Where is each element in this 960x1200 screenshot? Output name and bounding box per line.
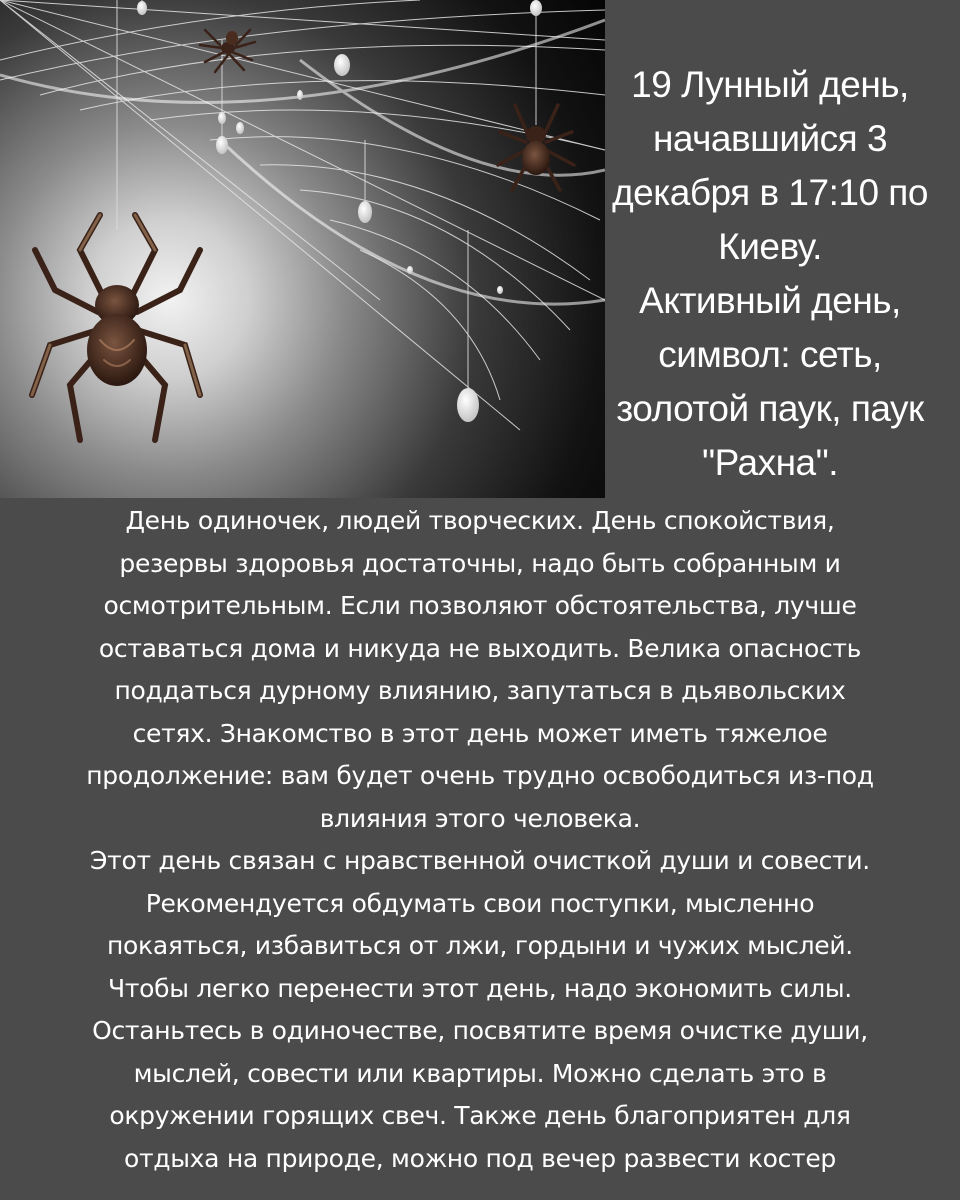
heading-line: Активный день, [639, 280, 901, 321]
heading-line: "Рахна". [701, 442, 839, 483]
body-line: Чтобы легко перенести этот день, надо экономить силы. [108, 973, 852, 1003]
heading-line: начавшийся 3 [652, 118, 888, 159]
heading-line: Киеву. [718, 226, 822, 267]
body-line: Рекомендуется обдумать свои поступки, мысленно [145, 888, 815, 918]
heading-line: символ: сеть, [658, 334, 882, 375]
body-line: покаяться, избавиться от лжи, гордыни и чужих мыслей. [107, 931, 853, 960]
heading-line: 19 Лунный день, [631, 64, 909, 105]
dew-drop-icon [137, 0, 542, 422]
body-line: сетях. Знакомство в этот день может иметь тяжелое [132, 718, 828, 748]
body-line: мыслей, совести или квартиры. Можно сделать это в [133, 1058, 827, 1088]
heading-line: золотой паук, паук [616, 388, 924, 429]
body-line: оставаться дома и никуда не выходить. Велика опасность [98, 633, 862, 663]
body-line: Этот день связан с нравственной очисткой души и совести. [90, 846, 870, 875]
spider-illustration [0, 0, 605, 498]
body-line: День одиночек, людей творческих. День спокойствия, [125, 506, 835, 535]
body-line: осмотрительным. Если позволяют обстоятельства, лучше [103, 591, 857, 620]
body-line: продолжение: вам будет очень трудно освободиться из-под [86, 761, 874, 790]
body-line: отдыха на природе, можно под вечер развести костер [123, 1143, 836, 1173]
lunar-day-heading [595, 58, 945, 490]
body-line: Останьтесь в одиночестве, посвятите время очистке души, [92, 1016, 868, 1045]
heading-line: декабря в 17:10 по [612, 172, 928, 213]
body-line: окружении горящих свеч. Также день благоприятен для [109, 1101, 851, 1130]
lunar-day-description [0, 500, 960, 1180]
spider-icon [32, 215, 200, 440]
body-line: поддаться дурному влиянию, запутаться в дьявольских [114, 676, 846, 705]
cobweb-scene [0, 0, 605, 498]
body-line: влияния этого человека. [319, 803, 641, 833]
body-line: резервы здоровья достаточны, надо быть собранным и [119, 548, 841, 578]
